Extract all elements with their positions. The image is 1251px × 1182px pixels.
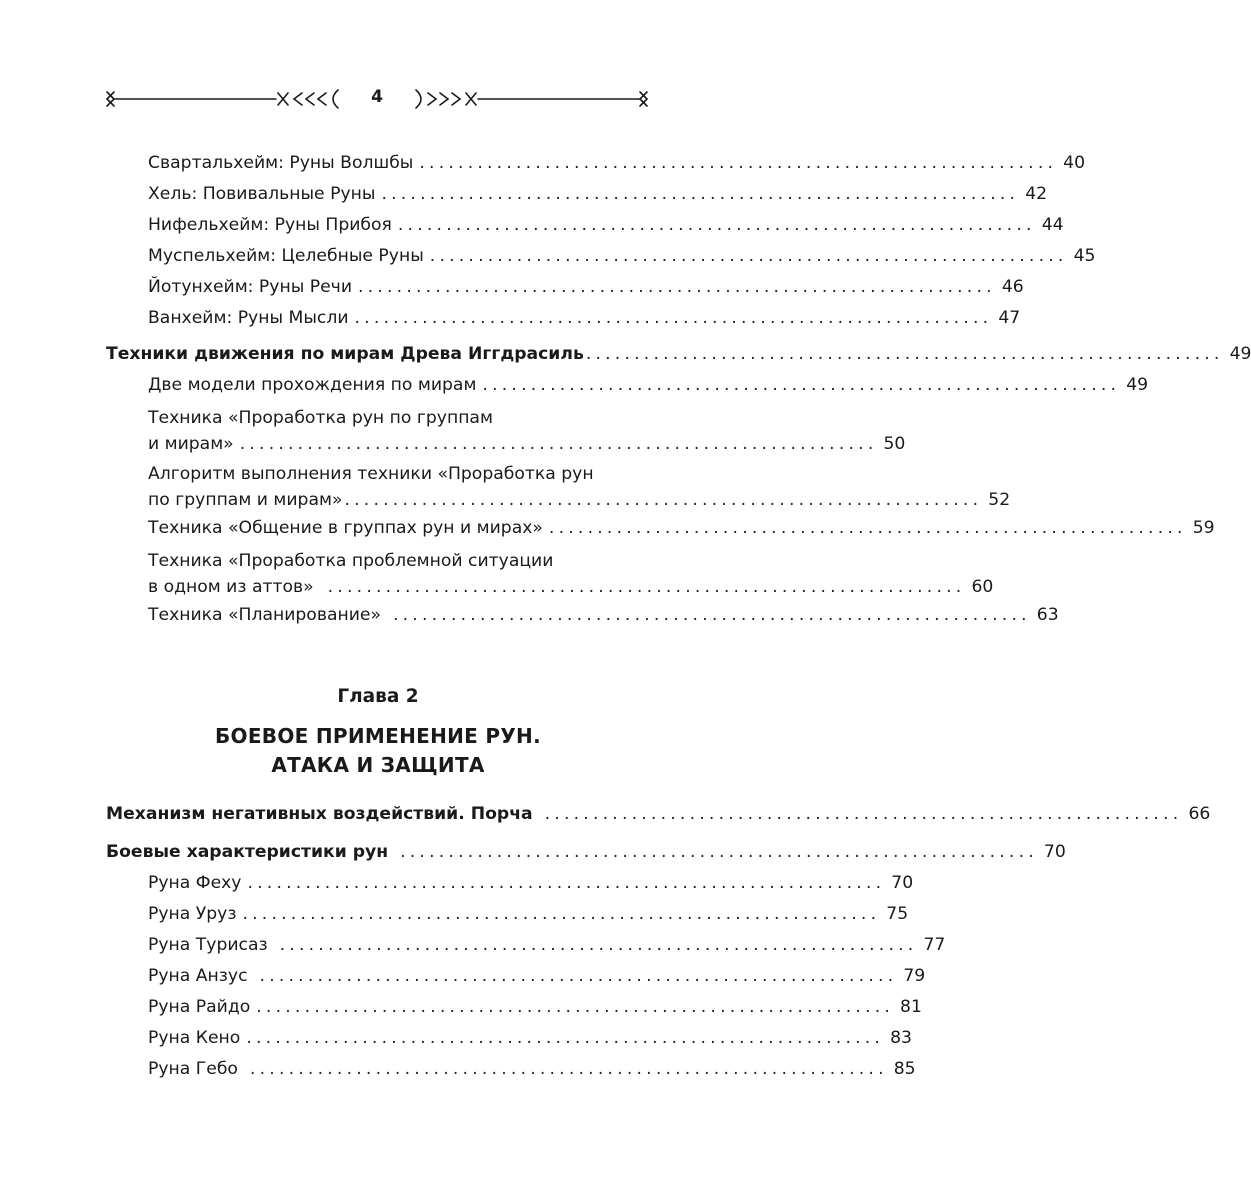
toc-entry-page: 79 bbox=[903, 966, 926, 986]
toc-heading-title: Техники движения по мирам Древа Иггдрасиль bbox=[106, 344, 584, 364]
leader-dots: .................................................................. bbox=[548, 518, 1187, 538]
toc-entry-page: 52 bbox=[988, 490, 1011, 510]
toc-entry-title: Свартальхейм: Руны Волшбы bbox=[148, 153, 414, 173]
toc-entry-title-cont: и мирам» bbox=[148, 434, 234, 454]
toc-entry-page: 81 bbox=[900, 997, 922, 1017]
toc-heading-entry[interactable] bbox=[106, 837, 1066, 868]
leader-dots: .................................................................. bbox=[419, 153, 1058, 173]
toc-entry-page: 40 bbox=[1063, 153, 1086, 173]
chapter-title-line: АТАКА И ЗАЩИТА bbox=[271, 753, 485, 777]
leader-dots: .................................................................. bbox=[482, 375, 1121, 395]
toc-entry-page: 44 bbox=[1041, 215, 1064, 235]
toc-entry-title: Нифельхейм: Руны Прибоя bbox=[148, 215, 392, 235]
toc-entry-title: Руна Уруз bbox=[148, 904, 237, 924]
leader-dots: .................................................................. bbox=[249, 1059, 888, 1079]
page-header bbox=[104, 86, 650, 112]
leader-dots: .................................................................. bbox=[242, 904, 881, 924]
toc-entry-title: Техника «Проработка проблемной ситуации bbox=[148, 551, 554, 571]
leader-dots: .................................................................. bbox=[354, 308, 993, 328]
toc-entry[interactable] bbox=[106, 272, 1024, 303]
toc-entry[interactable] bbox=[106, 513, 1215, 544]
toc-entry[interactable] bbox=[106, 210, 1064, 241]
toc-entry-page: 70 bbox=[1043, 842, 1066, 862]
toc-entry[interactable] bbox=[106, 1054, 916, 1085]
leader-dots: .................................................................. bbox=[381, 184, 1020, 204]
toc-entry-page: 66 bbox=[1188, 804, 1211, 824]
chapter-title bbox=[106, 722, 650, 780]
toc-entry-title: Муспельхейм: Целебные Руны bbox=[148, 246, 424, 266]
leader-dots: .................................................................. bbox=[239, 434, 878, 454]
toc-entry-title-cont: по группам и мирам» bbox=[148, 490, 343, 510]
leader-dots: .................................................................. bbox=[400, 842, 1038, 862]
toc-heading-entry[interactable] bbox=[106, 339, 1251, 370]
toc-heading-title: Боевые характеристики рун bbox=[106, 842, 389, 862]
leader-dots: .................................................................. bbox=[544, 804, 1183, 824]
toc-entry[interactable] bbox=[106, 370, 1149, 401]
leader-dots: .................................................................. bbox=[392, 605, 1031, 625]
toc-heading-title: Механизм негативных воздействий. Порча bbox=[106, 804, 533, 824]
toc-entry-page: 70 bbox=[891, 873, 914, 893]
toc-entry-page: 42 bbox=[1025, 184, 1048, 204]
toc-entry-page: 85 bbox=[893, 1059, 916, 1079]
toc-heading-entry[interactable] bbox=[106, 799, 1211, 830]
toc-entry[interactable] bbox=[106, 899, 909, 930]
chapter-number: Глава 2 bbox=[337, 686, 419, 707]
toc-entry[interactable] bbox=[106, 303, 1021, 334]
toc-entry[interactable] bbox=[106, 148, 1086, 179]
leader-dots: .................................................................. bbox=[585, 344, 1224, 364]
toc-entry-page: 47 bbox=[998, 308, 1021, 328]
toc-entry-page: 45 bbox=[1073, 246, 1096, 266]
toc-entry-page: 49 bbox=[1229, 344, 1251, 364]
chapter-title-line: БОЕВОЕ ПРИМЕНЕНИЕ РУН. bbox=[215, 724, 541, 748]
toc-entry-title: Две модели прохождения по мирам bbox=[148, 375, 477, 395]
toc-entry[interactable] bbox=[106, 457, 1011, 513]
toc-entry-title: Руна Феху bbox=[148, 873, 242, 893]
toc-entry-page: 59 bbox=[1192, 518, 1215, 538]
toc-entry[interactable] bbox=[106, 401, 906, 457]
toc-entry-page: 63 bbox=[1036, 605, 1059, 625]
toc-entry[interactable] bbox=[106, 961, 926, 992]
page-number: 4 bbox=[371, 87, 383, 107]
leader-dots: .................................................................. bbox=[256, 997, 895, 1017]
toc-entry-page: 75 bbox=[886, 904, 909, 924]
leader-dots: .................................................................. bbox=[429, 246, 1068, 266]
leader-dots: .................................................................. bbox=[259, 966, 898, 986]
toc-entry-title: Руна Гебо bbox=[148, 1059, 238, 1079]
toc-entry[interactable] bbox=[106, 544, 994, 600]
toc-entry-page: 60 bbox=[971, 577, 994, 597]
leader-dots: .................................................................. bbox=[247, 873, 886, 893]
toc-entry-title: Руна Райдо bbox=[148, 997, 251, 1017]
toc-section-top bbox=[106, 148, 1096, 334]
toc-entry-title: Техника «Общение в группах рун и мирах» bbox=[148, 518, 543, 538]
leader-dots: .................................................................. bbox=[344, 490, 983, 510]
toc-entry[interactable] bbox=[106, 930, 946, 961]
leader-dots: .................................................................. bbox=[327, 577, 966, 597]
toc-entry[interactable] bbox=[106, 1023, 912, 1054]
toc-entry-title: Руна Анзус bbox=[148, 966, 248, 986]
leader-dots: .................................................................. bbox=[358, 277, 996, 297]
toc-section-chapter2 bbox=[106, 799, 1211, 830]
toc-entry-page: 77 bbox=[923, 935, 946, 955]
toc-entry-title: Техника «Планирование» bbox=[148, 605, 381, 625]
toc-entry-page: 83 bbox=[890, 1028, 912, 1048]
toc-entry-title: Йотунхейм: Руны Речи bbox=[148, 277, 353, 297]
toc-entry-title: Хель: Повивальные Руны bbox=[148, 184, 376, 204]
toc-entry-page: 46 bbox=[1001, 277, 1024, 297]
toc-entry[interactable] bbox=[106, 179, 1048, 210]
toc-entry-page: 49 bbox=[1126, 375, 1149, 395]
toc-entry[interactable] bbox=[106, 868, 914, 899]
toc-entry-title: Руна Турисаз bbox=[148, 935, 268, 955]
toc-entry-title: Алгоритм выполнения техники «Проработка рун bbox=[148, 464, 594, 484]
leader-dots: .................................................................. bbox=[246, 1028, 885, 1048]
toc-entry[interactable] bbox=[106, 600, 1059, 631]
toc-entry[interactable] bbox=[106, 241, 1096, 272]
leader-dots: .................................................................. bbox=[397, 215, 1036, 235]
toc-entry-title: Руна Кено bbox=[148, 1028, 241, 1048]
toc-entry-title-cont: в одном из аттов» bbox=[148, 577, 314, 597]
toc-entry[interactable] bbox=[106, 992, 922, 1023]
leader-dots: .................................................................. bbox=[279, 935, 918, 955]
toc-entry-title: Техника «Проработка рун по группам bbox=[148, 408, 493, 428]
toc-section-techniques bbox=[106, 339, 1251, 631]
toc-section-combat bbox=[106, 837, 1066, 1085]
toc-entry-page: 50 bbox=[883, 434, 906, 454]
toc-entry-title: Ванхейм: Руны Мысли bbox=[148, 308, 349, 328]
